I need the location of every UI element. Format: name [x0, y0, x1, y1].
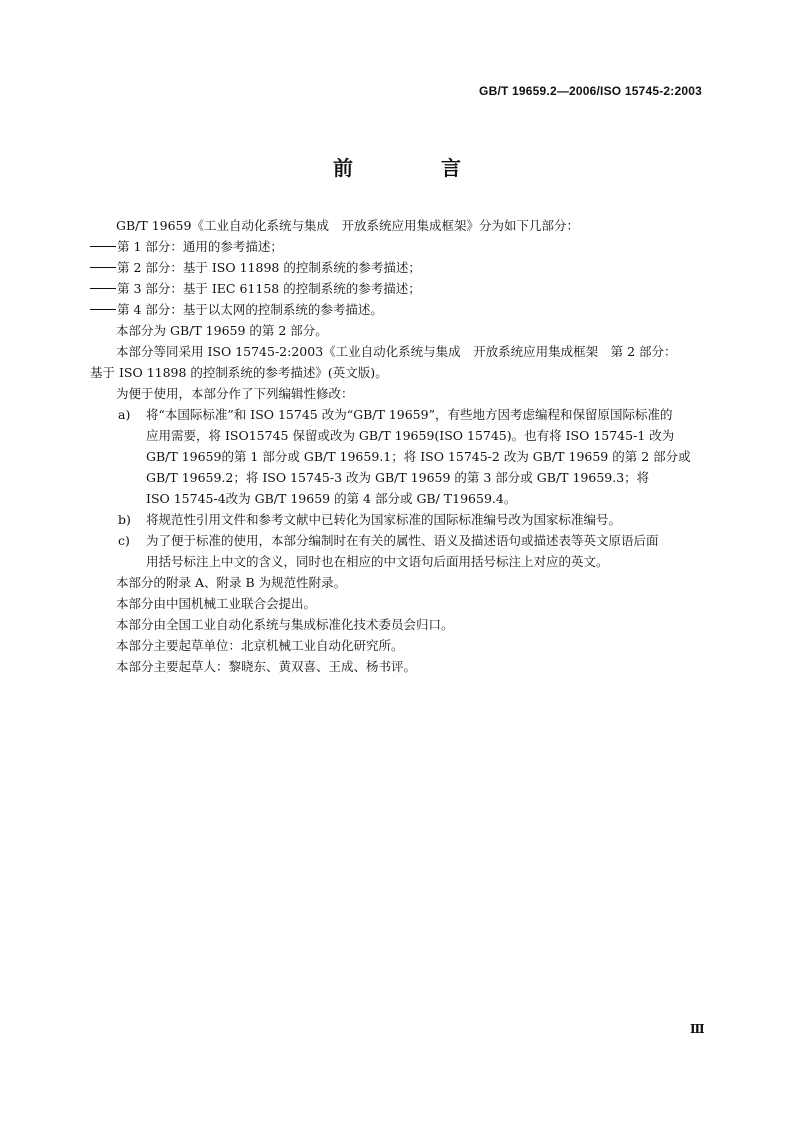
dash-icon — [90, 267, 116, 268]
closing-paragraph: 本部分主要起草人：黎晓东、黄双喜、王成、杨书评。 — [116, 659, 417, 674]
part-list-item: 第 1 部分：通用的参考描述； — [90, 236, 708, 257]
page-title: 前 言 — [333, 156, 495, 180]
closing-paragraph: 本部分由中国机械工业联合会提出。 — [116, 596, 317, 611]
adoption-paragraph-line2: 基于 ISO 11898 的控制系统的参考描述》(英文版)。 — [90, 365, 388, 380]
adoption-paragraph-line1: 本部分等同采用 ISO 15745-2:2003《工业自动化系统与集成 开放系统应用集成框架 第 2 部分： — [116, 344, 677, 359]
dash-icon — [90, 288, 116, 289]
intro-paragraph: GB/T 19659《工业自动化系统与集成 开放系统应用集成框架》分为如下几部分： — [116, 218, 579, 233]
part-list-item: 第 2 部分：基于 ISO 11898 的控制系统的参考描述； — [90, 257, 708, 278]
item-marker: a) — [118, 407, 131, 422]
item-marker: b) — [118, 512, 131, 527]
part-list-item: 第 4 部分：基于以太网的控制系统的参考描述。 — [90, 299, 708, 320]
closing-paragraph: 本部分的附录 A、附录 B 为规范性附录。 — [116, 575, 347, 590]
page-number: Ⅲ — [690, 1022, 705, 1036]
part-list-item: 第 3 部分：基于 IEC 61158 的控制系统的参考描述； — [90, 278, 708, 299]
edit-item-a: a) 将“本国际标准”和 ISO 15745 改为“GB/T 19659”，有些地方因考虑编程和保留原国际标准的 应用需要，将 ISO15745 保留或改为 GB/T 19659(ISO 15745)。也有将 ISO 15745-1 改为 GB/T 19659的第 1 部分或 GB/T 19659.1；将 ISO 15745-2 改为 GB/T 19659 的第 2 部分或 GB/T 19659.2；将 ISO 15745-3 改为 GB/T 19659 的第 3 部分或 GB/T 19659.3；将 ISO 15745-4改为 GB/T 19659 的第 4 部分或 GB/ T19659.4。 — [90, 404, 708, 509]
foreword-body — [90, 215, 708, 677]
document-code-header: GB/T 19659.2—2006/ISO 15745-2:2003 — [479, 84, 702, 98]
item-marker: c) — [118, 533, 130, 548]
closing-paragraph: 本部分主要起草单位：北京机械工业自动化研究所。 — [116, 638, 404, 653]
edit-intro: 为便于使用，本部分作了下列编辑性修改： — [116, 386, 354, 401]
edit-item-c: c) 为了便于标准的使用，本部分编制时在有关的属性、语义及描述语句或描述表等英文原语后面 用括号标注上中文的含义，同时也在相应的中文语句后面用括号标注上对应的英文。 — [90, 530, 708, 572]
closing-paragraph: 本部分由全国工业自动化系统与集成标准化技术委员会归口。 — [116, 617, 454, 632]
dash-icon — [90, 246, 116, 247]
part-statement: 本部分为 GB/T 19659 的第 2 部分。 — [116, 323, 328, 338]
dash-icon — [90, 309, 116, 310]
edit-item-b: b) 将规范性引用文件和参考文献中已转化为国家标准的国际标准编号改为国家标准编号。 — [90, 509, 708, 530]
